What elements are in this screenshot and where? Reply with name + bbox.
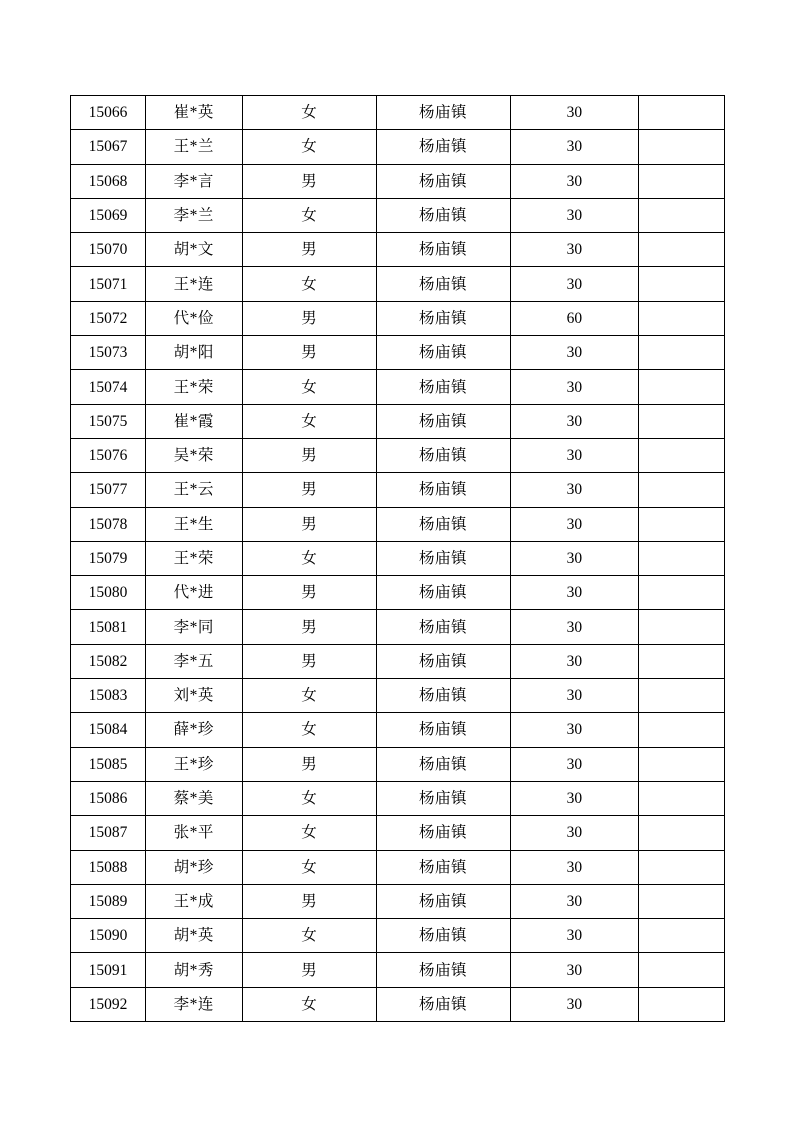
cell-town: 杨庙镇 [376, 576, 510, 610]
cell-blank [639, 164, 725, 198]
cell-gender: 男 [242, 473, 376, 507]
cell-blank [639, 404, 725, 438]
cell-town: 杨庙镇 [376, 370, 510, 404]
cell-id: 15077 [71, 473, 146, 507]
cell-name: 薛*珍 [146, 713, 242, 747]
cell-name: 王*成 [146, 884, 242, 918]
table-row [71, 747, 725, 781]
cell-id: 15074 [71, 370, 146, 404]
cell-town: 杨庙镇 [376, 404, 510, 438]
cell-amount: 60 [510, 301, 639, 335]
cell-blank [639, 370, 725, 404]
table-row [71, 370, 725, 404]
cell-amount: 30 [510, 576, 639, 610]
cell-id: 15076 [71, 438, 146, 472]
cell-gender: 女 [242, 130, 376, 164]
cell-town: 杨庙镇 [376, 816, 510, 850]
cell-blank [639, 953, 725, 987]
cell-amount: 30 [510, 130, 639, 164]
cell-gender: 女 [242, 679, 376, 713]
cell-id: 15068 [71, 164, 146, 198]
cell-blank [639, 576, 725, 610]
cell-gender: 女 [242, 198, 376, 232]
cell-id: 15066 [71, 96, 146, 130]
cell-amount: 30 [510, 507, 639, 541]
cell-name: 王*生 [146, 507, 242, 541]
cell-name: 李*同 [146, 610, 242, 644]
cell-gender: 男 [242, 747, 376, 781]
cell-amount: 30 [510, 987, 639, 1021]
cell-town: 杨庙镇 [376, 919, 510, 953]
cell-name: 吴*荣 [146, 438, 242, 472]
cell-name: 代*进 [146, 576, 242, 610]
table-row [71, 884, 725, 918]
cell-name: 胡*阳 [146, 336, 242, 370]
cell-blank [639, 233, 725, 267]
cell-id: 15087 [71, 816, 146, 850]
table-row [71, 610, 725, 644]
cell-amount: 30 [510, 850, 639, 884]
cell-amount: 30 [510, 781, 639, 815]
table-row [71, 404, 725, 438]
cell-blank [639, 473, 725, 507]
cell-town: 杨庙镇 [376, 541, 510, 575]
cell-amount: 30 [510, 267, 639, 301]
cell-id: 15091 [71, 953, 146, 987]
cell-name: 刘*英 [146, 679, 242, 713]
cell-gender: 女 [242, 541, 376, 575]
cell-gender: 男 [242, 507, 376, 541]
cell-id: 15090 [71, 919, 146, 953]
cell-amount: 30 [510, 816, 639, 850]
cell-id: 15082 [71, 644, 146, 678]
roster-table-container [70, 95, 725, 1022]
cell-amount: 30 [510, 713, 639, 747]
table-row [71, 713, 725, 747]
table-row [71, 576, 725, 610]
cell-gender: 男 [242, 164, 376, 198]
cell-town: 杨庙镇 [376, 713, 510, 747]
cell-name: 王*荣 [146, 541, 242, 575]
cell-amount: 30 [510, 438, 639, 472]
cell-blank [639, 96, 725, 130]
cell-amount: 30 [510, 953, 639, 987]
cell-gender: 女 [242, 781, 376, 815]
cell-gender: 男 [242, 610, 376, 644]
cell-town: 杨庙镇 [376, 747, 510, 781]
table-row [71, 679, 725, 713]
cell-gender: 女 [242, 816, 376, 850]
cell-town: 杨庙镇 [376, 96, 510, 130]
cell-name: 崔*英 [146, 96, 242, 130]
table-row [71, 301, 725, 335]
cell-town: 杨庙镇 [376, 644, 510, 678]
cell-town: 杨庙镇 [376, 473, 510, 507]
table-row [71, 507, 725, 541]
cell-id: 15069 [71, 198, 146, 232]
cell-amount: 30 [510, 336, 639, 370]
cell-gender: 男 [242, 884, 376, 918]
cell-town: 杨庙镇 [376, 781, 510, 815]
cell-blank [639, 987, 725, 1021]
cell-amount: 30 [510, 747, 639, 781]
cell-town: 杨庙镇 [376, 267, 510, 301]
cell-gender: 男 [242, 953, 376, 987]
cell-id: 15088 [71, 850, 146, 884]
cell-name: 王*兰 [146, 130, 242, 164]
table-row [71, 781, 725, 815]
cell-id: 15084 [71, 713, 146, 747]
cell-town: 杨庙镇 [376, 507, 510, 541]
cell-blank [639, 438, 725, 472]
cell-gender: 女 [242, 987, 376, 1021]
cell-id: 15072 [71, 301, 146, 335]
cell-id: 15085 [71, 747, 146, 781]
cell-gender: 女 [242, 850, 376, 884]
cell-name: 王*连 [146, 267, 242, 301]
cell-name: 代*俭 [146, 301, 242, 335]
cell-name: 张*平 [146, 816, 242, 850]
cell-gender: 女 [242, 404, 376, 438]
cell-town: 杨庙镇 [376, 953, 510, 987]
cell-town: 杨庙镇 [376, 336, 510, 370]
cell-town: 杨庙镇 [376, 884, 510, 918]
cell-blank [639, 850, 725, 884]
cell-amount: 30 [510, 198, 639, 232]
cell-amount: 30 [510, 541, 639, 575]
cell-blank [639, 336, 725, 370]
cell-amount: 30 [510, 679, 639, 713]
cell-town: 杨庙镇 [376, 233, 510, 267]
cell-town: 杨庙镇 [376, 164, 510, 198]
cell-id: 15092 [71, 987, 146, 1021]
cell-blank [639, 713, 725, 747]
cell-gender: 男 [242, 233, 376, 267]
roster-table-body [71, 96, 725, 1022]
cell-amount: 30 [510, 919, 639, 953]
roster-table [70, 95, 725, 1022]
cell-town: 杨庙镇 [376, 987, 510, 1021]
cell-town: 杨庙镇 [376, 850, 510, 884]
table-row [71, 473, 725, 507]
table-row [71, 96, 725, 130]
cell-gender: 男 [242, 336, 376, 370]
cell-id: 15089 [71, 884, 146, 918]
cell-blank [639, 816, 725, 850]
table-row [71, 816, 725, 850]
cell-town: 杨庙镇 [376, 130, 510, 164]
cell-blank [639, 507, 725, 541]
cell-name: 李*兰 [146, 198, 242, 232]
cell-blank [639, 884, 725, 918]
cell-town: 杨庙镇 [376, 198, 510, 232]
table-row [71, 164, 725, 198]
cell-name: 李*五 [146, 644, 242, 678]
cell-blank [639, 610, 725, 644]
cell-id: 15080 [71, 576, 146, 610]
table-row [71, 644, 725, 678]
cell-gender: 女 [242, 267, 376, 301]
cell-name: 胡*珍 [146, 850, 242, 884]
table-row [71, 233, 725, 267]
cell-blank [639, 541, 725, 575]
table-row [71, 919, 725, 953]
cell-blank [639, 644, 725, 678]
table-row [71, 336, 725, 370]
cell-id: 15071 [71, 267, 146, 301]
cell-name: 胡*秀 [146, 953, 242, 987]
cell-amount: 30 [510, 233, 639, 267]
cell-town: 杨庙镇 [376, 610, 510, 644]
cell-amount: 30 [510, 644, 639, 678]
cell-amount: 30 [510, 164, 639, 198]
cell-amount: 30 [510, 96, 639, 130]
cell-town: 杨庙镇 [376, 438, 510, 472]
cell-id: 15075 [71, 404, 146, 438]
cell-amount: 30 [510, 884, 639, 918]
cell-id: 15073 [71, 336, 146, 370]
cell-blank [639, 130, 725, 164]
cell-id: 15067 [71, 130, 146, 164]
cell-amount: 30 [510, 370, 639, 404]
table-row [71, 850, 725, 884]
cell-amount: 30 [510, 404, 639, 438]
table-row [71, 541, 725, 575]
cell-gender: 女 [242, 919, 376, 953]
cell-blank [639, 747, 725, 781]
cell-id: 15081 [71, 610, 146, 644]
cell-blank [639, 301, 725, 335]
cell-id: 15079 [71, 541, 146, 575]
cell-gender: 男 [242, 301, 376, 335]
cell-town: 杨庙镇 [376, 301, 510, 335]
cell-amount: 30 [510, 610, 639, 644]
cell-name: 李*连 [146, 987, 242, 1021]
cell-name: 王*珍 [146, 747, 242, 781]
cell-blank [639, 198, 725, 232]
table-row [71, 987, 725, 1021]
table-row [71, 953, 725, 987]
cell-town: 杨庙镇 [376, 679, 510, 713]
cell-name: 李*言 [146, 164, 242, 198]
cell-id: 15070 [71, 233, 146, 267]
cell-name: 王*云 [146, 473, 242, 507]
cell-gender: 男 [242, 576, 376, 610]
cell-blank [639, 919, 725, 953]
table-row [71, 198, 725, 232]
cell-blank [639, 267, 725, 301]
cell-name: 王*荣 [146, 370, 242, 404]
cell-amount: 30 [510, 473, 639, 507]
cell-name: 胡*英 [146, 919, 242, 953]
cell-gender: 男 [242, 644, 376, 678]
table-row [71, 438, 725, 472]
cell-name: 崔*霞 [146, 404, 242, 438]
cell-id: 15083 [71, 679, 146, 713]
cell-blank [639, 679, 725, 713]
cell-id: 15086 [71, 781, 146, 815]
cell-gender: 男 [242, 438, 376, 472]
cell-name: 胡*文 [146, 233, 242, 267]
cell-gender: 女 [242, 713, 376, 747]
table-row [71, 267, 725, 301]
cell-blank [639, 781, 725, 815]
table-row [71, 130, 725, 164]
cell-gender: 女 [242, 96, 376, 130]
cell-name: 蔡*美 [146, 781, 242, 815]
cell-gender: 女 [242, 370, 376, 404]
cell-id: 15078 [71, 507, 146, 541]
